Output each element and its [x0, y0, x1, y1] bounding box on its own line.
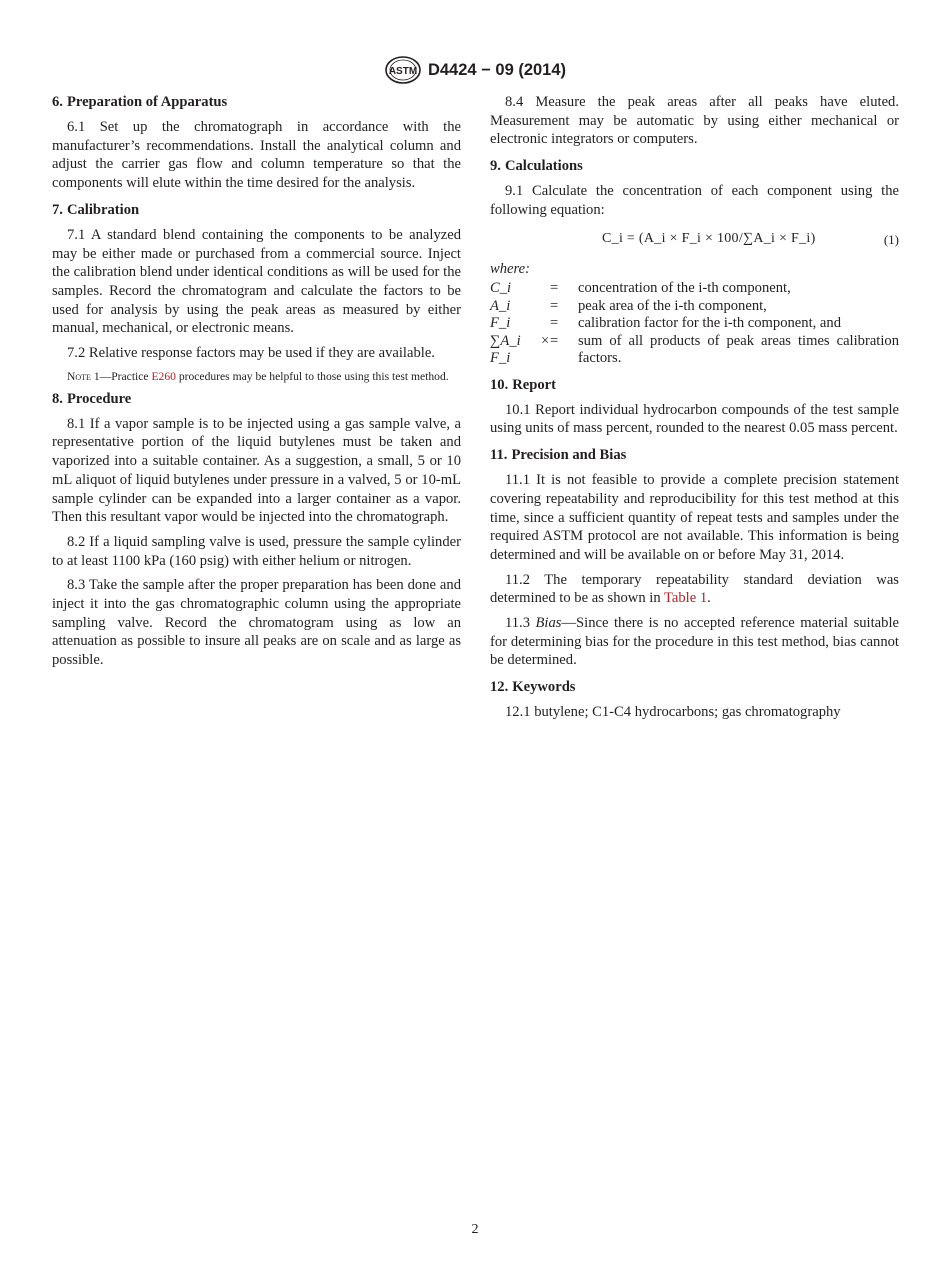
- section-6-heading: 6. Preparation of Apparatus: [52, 94, 228, 110]
- definition-row: F_i = calibration factor for the i-th component, and: [490, 315, 841, 332]
- section-9-heading: 9. Calculations: [490, 158, 583, 175]
- section-8-heading: 8. Procedure: [52, 390, 132, 407]
- para-8-1: 8.1 If a vapor sample is to be injected using a gas sample valve, a representative portion of the liquid butylenes must be taken and vaporized into a suitable container. As a suggestion, a small, 5 or 10 mL aliquot of liquid butylenes under pressure in a valved, 5 or 10-mL sample cylinder can be expanded into a larger container as a vapor. Then this resultant vapor would be injected into the chromatograph.: [52, 415, 461, 526]
- page-number: 2: [471, 1222, 479, 1237]
- para-11-3: 11.3 Bias—Since there is no accepted reference material suitable for determining bias for the procedure in this test method, bias cannot be determined.: [490, 615, 899, 669]
- para-7-1: 7.1 A standard blend containing the components to be analyzed may be either made or purchased from a commercial source. Inject the calibration blend under identical conditions as will be used for the samples. Record the chromatogram and calculate the factors to be used for analysis by using the peak areas as measured by either manual, mechanical, or electronic means.: [52, 226, 461, 337]
- para-8-2: 8.2 If a liquid sampling valve is used, pressure the sample cylinder to at least 1100 kPa (160 psig) with either helium or nitrogen.: [52, 533, 461, 569]
- equation-number: (1): [883, 231, 899, 247]
- para-8-4: 8.4 Measure the peak areas after all peaks have eluted. Measurement may be automatic by using either mechanical or electronic integrators or computers.: [490, 94, 899, 148]
- right-column: [490, 93, 899, 728]
- para-8-3: 8.3 Take the sample after the proper preparation has been done and inject it into the gas chromatographic column using the appropriate sampling valve. Record the chromatogram using as low an attenuation as possible to insure all peaks are on scale and as large as possible.: [52, 577, 461, 669]
- equation-1: [490, 226, 899, 256]
- astm-logo-icon: [384, 55, 422, 85]
- para-12-1: 12.1 butylene; C1-C4 hydrocarbons; gas chromatography: [505, 704, 841, 721]
- page-header: [0, 58, 950, 82]
- definition-row: A_i = peak area of the i-th component,: [490, 297, 767, 314]
- note-1: Note 1—Practice E260 procedures may be helpful to those using this test method.: [67, 369, 449, 383]
- variable-definitions: [490, 280, 899, 368]
- section-7-heading: 7. Calibration: [52, 201, 140, 218]
- section-12-heading: 12. Keywords: [490, 679, 576, 696]
- equation-formula: C_i = (A_i × F_i × 100/∑A_i × F_i): [602, 230, 816, 246]
- definition-row: C_i = concentration of the i-th component,: [490, 280, 791, 297]
- para-7-2: 7.2 Relative response factors may be used if they are available.: [67, 345, 435, 362]
- para-6-1: 6.1 Set up the chromatograph in accordance with the manufacturer’s recommendations. Install the analytical column and adjust the carrier gas flow and column temperature so that the components will elute within the time desired for the analysis.: [52, 119, 461, 192]
- left-column: [52, 93, 461, 676]
- e260-link[interactable]: E260: [151, 369, 176, 383]
- para-9-1: 9.1 Calculate the concentration of each component using the following equation:: [490, 183, 899, 218]
- document-id: D4424 − 09 (2014): [427, 60, 567, 79]
- para-11-1: 11.1 It is not feasible to provide a complete precision statement covering repeatability and reproducibility for this test method at this time, since a sufficient quantity of repeat tests and samples under the required ASTM protocol are not available. This information is being determined and will be available on or before May 31, 2014.: [490, 472, 899, 563]
- where-label: where:: [490, 260, 530, 277]
- para-11-2: 11.2 The temporary repeatability standard deviation was determined to be as shown in Table 1.: [490, 571, 899, 607]
- svg-text:ASTM: ASTM: [388, 66, 418, 77]
- section-10-heading: 10. Report: [490, 376, 557, 393]
- definition-row: ∑A_i × F_i = sum of all products of peak areas times calibration factors.: [490, 332, 899, 367]
- para-10-1: 10.1 Report individual hydrocarbon compounds of the test sample using units of mass percent, rounded to the nearest 0.05 mass percent.: [490, 401, 899, 437]
- table-1-link[interactable]: Table 1: [664, 590, 708, 607]
- section-11-heading: 11. Precision and Bias: [490, 447, 627, 464]
